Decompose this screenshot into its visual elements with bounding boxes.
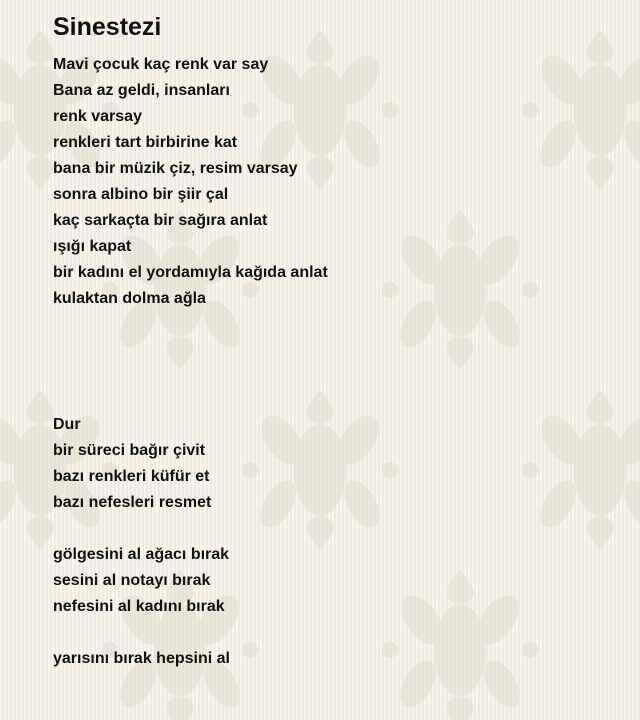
poem-line: kulaktan dolma ağla bbox=[53, 290, 206, 307]
stanza-1 bbox=[53, 52, 613, 312]
poem-line: bana bir müzik çiz, resim varsay bbox=[53, 160, 298, 177]
poem-container bbox=[53, 10, 613, 672]
poem-line: sesini al notayı bırak bbox=[53, 572, 211, 589]
poem-line: bir kadını el yordamıyla kağıda anlat bbox=[53, 264, 328, 281]
poem-line: bir süreci bağır çivit bbox=[53, 442, 206, 459]
stanza-spacer bbox=[53, 620, 613, 646]
stanza-3 bbox=[53, 542, 613, 620]
poem-line: renk varsay bbox=[53, 108, 142, 125]
poem-line: bazı nefesleri resmet bbox=[53, 494, 212, 511]
poem-line: Bana az geldi, insanları bbox=[53, 82, 230, 99]
poem-line: ışığı kapat bbox=[53, 238, 132, 255]
poem-line: bazı renkleri küfür et bbox=[53, 468, 210, 485]
stanza-2 bbox=[53, 412, 613, 516]
stanza-spacer bbox=[53, 312, 613, 412]
poem-line: sonra albino bir şiir çal bbox=[53, 186, 229, 203]
poem-line: gölgesini al ağacı bırak bbox=[53, 546, 230, 563]
stanza-spacer bbox=[53, 516, 613, 542]
poem-line: yarısını bırak hepsini al bbox=[53, 650, 230, 667]
poem-line: Dur bbox=[53, 416, 81, 433]
poem-line: kaç sarkaçta bir sağıra anlat bbox=[53, 212, 268, 229]
poem-line: Mavi çocuk kaç renk var say bbox=[53, 56, 269, 73]
stanza-4 bbox=[53, 646, 613, 672]
poem-line: nefesini al kadını bırak bbox=[53, 598, 225, 615]
poem-line: renkleri tart birbirine kat bbox=[53, 134, 238, 151]
poem-title: Sinestezi bbox=[53, 13, 162, 41]
